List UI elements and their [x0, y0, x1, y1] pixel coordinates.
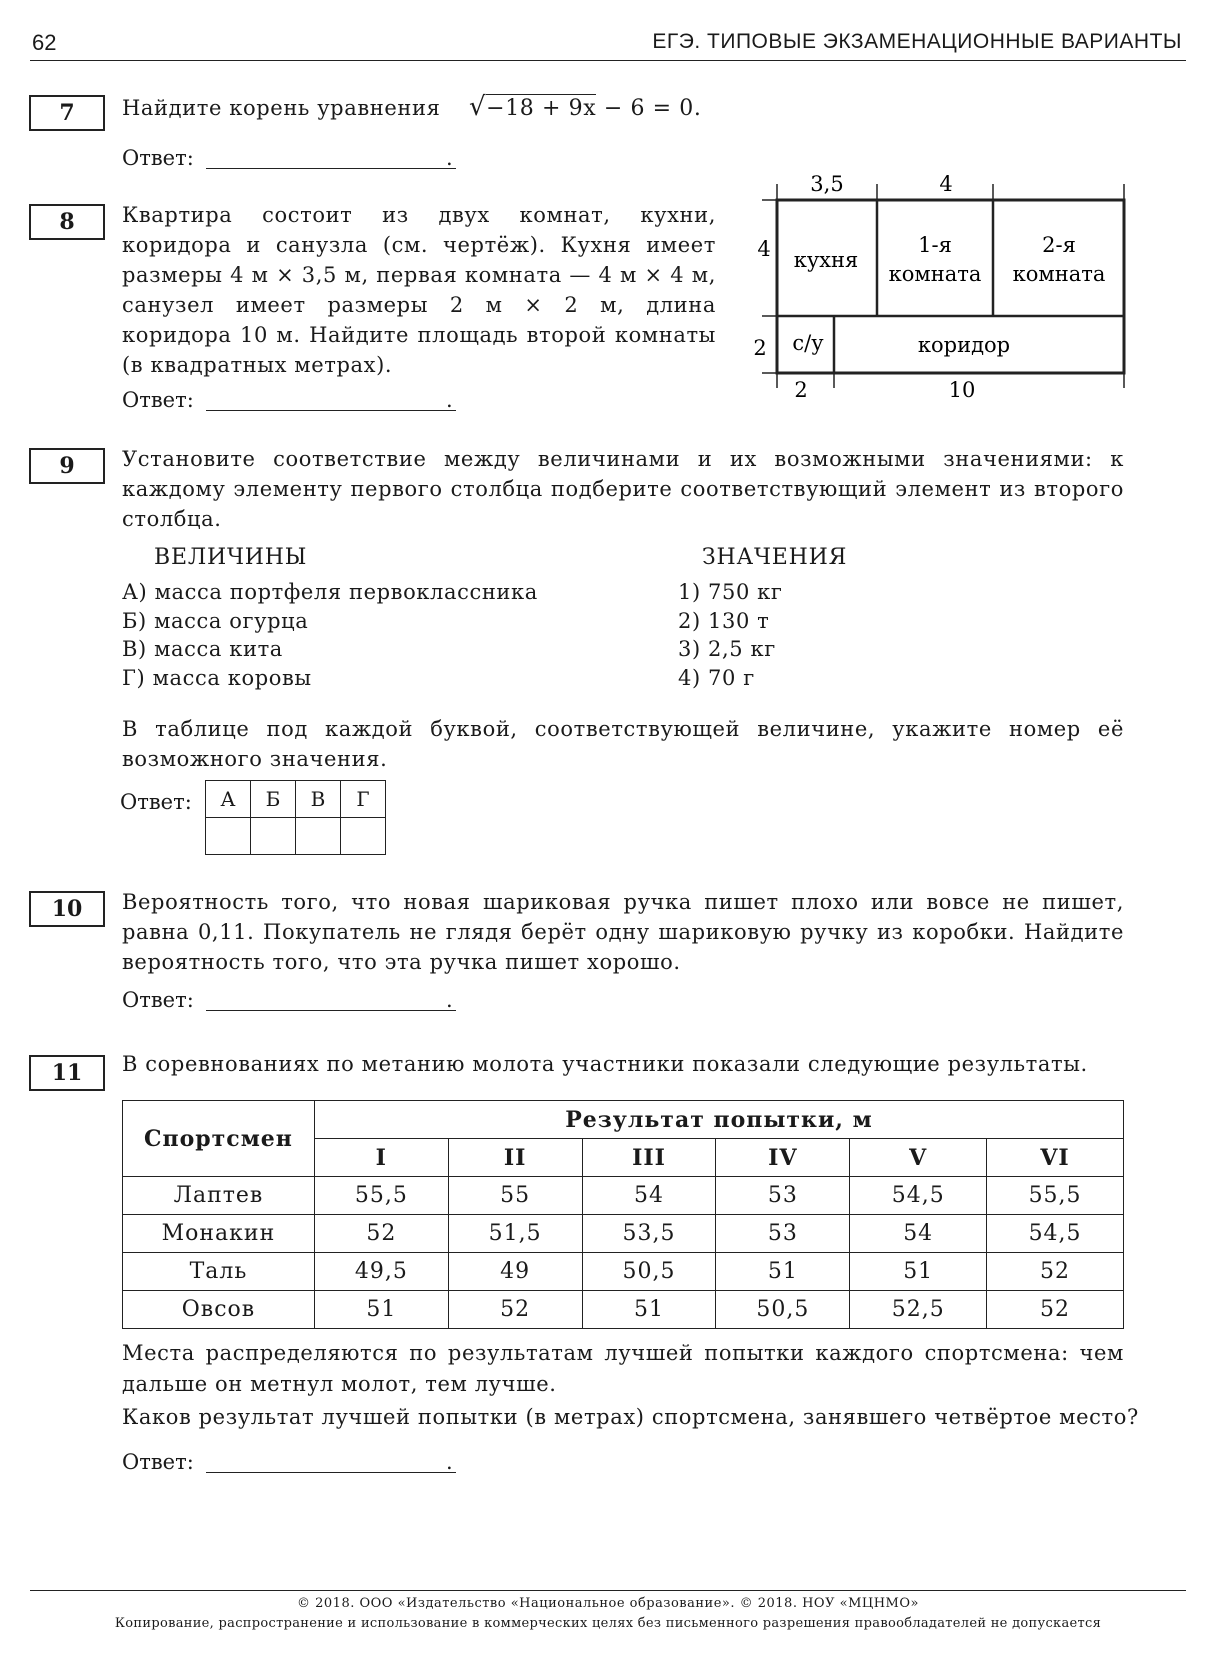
- result-cell: 50,5: [716, 1291, 850, 1329]
- page-number: 62: [32, 30, 57, 55]
- answer-cell[interactable]: [296, 818, 341, 855]
- question-number-box: [29, 448, 105, 484]
- question-number-box: [29, 1055, 105, 1091]
- plan-bottom-dim-2: 10: [948, 378, 976, 400]
- answer-letter: В: [296, 781, 341, 818]
- result-cell: 53: [716, 1177, 850, 1215]
- result-cell: 49,5: [314, 1253, 448, 1291]
- answer-cell[interactable]: [251, 818, 296, 855]
- results-table: [122, 1100, 1124, 1329]
- athlete-name: Овсов: [123, 1291, 315, 1329]
- q9-intro: Установите соответствие между величинами и их возможными значениями: к каждому элементу первого столбца подберите соответствующий элемент из второго столбца.: [122, 447, 1124, 531]
- table-row: [123, 1253, 1124, 1291]
- footer-divider: [30, 1590, 1186, 1591]
- athlete-header: Спортсмен: [123, 1101, 315, 1177]
- plan-top-dim-1: 3,5: [810, 172, 844, 196]
- answer-label: Ответ:: [122, 146, 194, 170]
- answer-cell[interactable]: [206, 818, 251, 855]
- result-cell: 51: [850, 1253, 987, 1291]
- athlete-name: Монакин: [123, 1215, 315, 1253]
- result-cell: 53: [716, 1215, 850, 1253]
- table-row: [123, 1291, 1124, 1329]
- attempt-header: II: [448, 1139, 582, 1177]
- q11-text2: Каков результат лучшей попытки (в метрах) спортсмена, занявшего четвёртое место?: [122, 1405, 1139, 1429]
- attempt-header: III: [582, 1139, 716, 1177]
- table-row: [123, 1177, 1124, 1215]
- attempt-header: VI: [987, 1139, 1124, 1177]
- result-cell: 52: [314, 1215, 448, 1253]
- q7-radicand: −18 + 9x: [486, 96, 597, 121]
- result-cell: 49: [448, 1253, 582, 1291]
- result-cell: 54,5: [850, 1177, 987, 1215]
- question-number: 9: [59, 453, 75, 479]
- question-number-box: [29, 204, 105, 240]
- result-cell: 51: [582, 1291, 716, 1329]
- answer-cell[interactable]: [341, 818, 386, 855]
- header-divider: [30, 60, 1186, 61]
- plan-top-dim-2: 4: [939, 172, 953, 196]
- q9-instruction: В таблице под каждой буквой, соответствующей величине, укажите номер её возможного значения.: [122, 717, 1124, 771]
- result-cell: 55: [448, 1177, 582, 1215]
- plan-room2-label: комната: [1012, 262, 1106, 286]
- answer-letter: А: [206, 781, 251, 818]
- apartment-plan: [748, 168, 1144, 400]
- attempt-header: V: [850, 1139, 987, 1177]
- attempt-header: I: [314, 1139, 448, 1177]
- value-item: 2) 130 т: [678, 608, 770, 633]
- question-number: 11: [51, 1060, 83, 1086]
- q8-text: Квартира состоит из двух комнат, кухни, коридора и санузла (см. чертёж). Кухня имеет размеры 4 м × 3,5 м, первая комната — 4 м × 4 м, санузел имеет размеры 2 м × 2 м, длина коридора 10 м. Найдите площадь второй комнаты (в квадратных метрах).: [122, 203, 716, 377]
- plan-left-dim-1: 4: [757, 237, 771, 261]
- q7-prompt: Найдите корень уравнения: [122, 96, 441, 120]
- result-cell: 51,5: [448, 1215, 582, 1253]
- result-cell: 51: [716, 1253, 850, 1291]
- value-item: 1) 750 кг: [678, 580, 783, 604]
- answer-label: Ответ:: [120, 790, 192, 814]
- plan-left-dim-2: 2: [753, 336, 767, 360]
- quantity-item: Г) масса коровы: [122, 665, 312, 690]
- answer-field[interactable]: [206, 986, 456, 1011]
- result-cell: 50,5: [582, 1253, 716, 1291]
- q11-text1: Места распределяются по результатам лучшей попытки каждого спортсмена: чем дальше он метнул молот, тем лучше.: [122, 1341, 1124, 1396]
- question-number: 8: [59, 209, 75, 235]
- plan-room1-label: комната: [888, 262, 982, 286]
- quantity-item: В) масса кита: [122, 637, 283, 661]
- question-number: 10: [51, 896, 83, 922]
- answer-field[interactable]: [206, 1448, 456, 1473]
- plan-room2-label: 2-я: [1042, 233, 1076, 257]
- question-number-box: [29, 95, 105, 131]
- quantities-list: [122, 578, 538, 692]
- plan-bottom-dim-1: 2: [794, 378, 808, 400]
- footer-copyright: © 2018. ООО «Издательство «Национальное образование». © 2018. НОУ «МЦНМО»: [297, 1596, 919, 1611]
- result-cell: 54: [850, 1215, 987, 1253]
- value-item: 3) 2,5 кг: [678, 637, 776, 661]
- answer-period: .: [446, 388, 453, 412]
- answer-field[interactable]: [206, 144, 456, 169]
- plan-corridor-label: коридор: [917, 333, 1011, 357]
- athlete-name: Таль: [123, 1253, 315, 1291]
- result-cell: 55,5: [314, 1177, 448, 1215]
- q11-intro: В соревнованиях по метанию молота участники показали следующие результаты.: [122, 1052, 1088, 1076]
- result-cell: 52: [987, 1291, 1124, 1329]
- plan-kitchen-label: кухня: [793, 248, 859, 272]
- result-cell: 52: [987, 1253, 1124, 1291]
- question-number: 7: [59, 100, 75, 126]
- quantity-item: А) масса портфеля первоклассника: [122, 580, 538, 604]
- answer-field[interactable]: [206, 386, 456, 411]
- q7-prompt-line: [122, 92, 701, 122]
- attempt-header: IV: [716, 1139, 850, 1177]
- q7-equation-tail: − 6 = 0.: [596, 96, 702, 121]
- question-number-box: [29, 891, 105, 927]
- result-cell: 55,5: [987, 1177, 1124, 1215]
- answer-letter: Б: [251, 781, 296, 818]
- result-cell: 54,5: [987, 1215, 1124, 1253]
- sqrt-symbol: √: [469, 92, 487, 122]
- result-cell: 53,5: [582, 1215, 716, 1253]
- result-cell: 52: [448, 1291, 582, 1329]
- answer-label: Ответ:: [122, 388, 194, 412]
- values-header: ЗНАЧЕНИЯ: [702, 545, 848, 570]
- values-list: [678, 578, 783, 692]
- athlete-name: Лаптев: [123, 1177, 315, 1215]
- answer-period: .: [446, 988, 453, 1012]
- q10-text: Вероятность того, что новая шариковая ручка пишет плохо или вовсе не пишет, равна 0,11. Покупатель не глядя берёт одну шариковую ручку из коробки. Найдите вероятность того, что эта ручка пишет хорошо.: [122, 890, 1124, 974]
- result-header: Результат попытки, м: [314, 1101, 1123, 1139]
- result-cell: 52,5: [850, 1291, 987, 1329]
- answer-label: Ответ:: [122, 988, 194, 1012]
- answer-label: Ответ:: [122, 1450, 194, 1474]
- quantity-item: Б) масса огурца: [122, 608, 309, 633]
- q7-equation: [469, 92, 702, 122]
- q9-answer-table: [205, 780, 386, 855]
- answer-letter: Г: [341, 781, 386, 818]
- result-cell: 51: [314, 1291, 448, 1329]
- answer-period: .: [446, 146, 453, 170]
- answer-period: .: [446, 1450, 453, 1474]
- table-row: [123, 1215, 1124, 1253]
- result-cell: 54: [582, 1177, 716, 1215]
- value-item: 4) 70 г: [678, 665, 755, 690]
- plan-bathroom-label: с/у: [792, 331, 824, 355]
- footer-notice: Копирование, распространение и использование в коммерческих целях без письменного разрешения правообладателей не допускается: [114, 1616, 1102, 1631]
- plan-room1-label: 1-я: [918, 233, 952, 257]
- page-header-title: ЕГЭ. ТИПОВЫЕ ЭКЗАМЕНАЦИОННЫЕ ВАРИАНТЫ: [652, 30, 1182, 53]
- quantities-header: ВЕЛИЧИНЫ: [154, 545, 308, 570]
